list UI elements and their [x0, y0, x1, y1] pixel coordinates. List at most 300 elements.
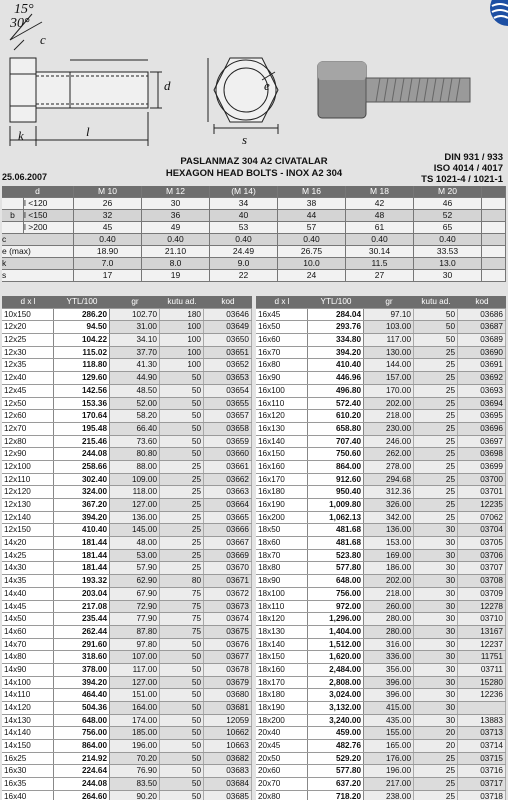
table-row	[2, 601, 252, 614]
box-qty-cell: 25	[160, 486, 204, 498]
box-qty-cell: 25	[414, 778, 458, 790]
table-row	[256, 778, 506, 791]
code-cell: 03659	[204, 436, 252, 448]
code-cell: 03700	[458, 474, 506, 486]
spec-row	[2, 246, 506, 258]
price-cell: 718.20	[308, 791, 364, 800]
code-cell: 03678	[204, 664, 252, 676]
price-cell: 244.08	[54, 448, 110, 460]
box-qty-cell: 75	[160, 588, 204, 600]
price-cell: 244.08	[54, 778, 110, 790]
spec-value: 52	[414, 210, 482, 222]
box-qty-cell: 50	[160, 727, 204, 739]
weight-cell: 127.00	[110, 499, 160, 511]
spec-b-row	[2, 198, 506, 210]
column-header: YTL/100	[320, 297, 352, 306]
code-cell: 03669	[204, 550, 252, 562]
box-qty-cell: 25	[160, 474, 204, 486]
code-cell: 12236	[458, 689, 506, 701]
weight-cell: 97.80	[110, 639, 160, 651]
spec-value: 36	[142, 210, 210, 222]
spec-head-row	[2, 186, 506, 198]
box-qty-cell: 25	[160, 524, 204, 536]
table-row	[2, 550, 252, 563]
spec-row-label: s	[2, 270, 74, 282]
weight-cell: 83.50	[110, 778, 160, 790]
spec-head-size: (M 14)	[210, 186, 278, 198]
price-cell: 610.20	[308, 410, 364, 422]
spec-blank	[482, 222, 506, 234]
price-cell: 950.40	[308, 486, 364, 498]
price-cell: 181.44	[54, 550, 110, 562]
size-cell: 14x25	[2, 550, 54, 562]
code-cell: 03662	[204, 474, 252, 486]
price-cell: 378.00	[54, 664, 110, 676]
price-cell: 94.50	[54, 321, 110, 333]
spec-value: 19	[142, 270, 210, 282]
price-cell: 215.46	[54, 436, 110, 448]
weight-cell: 280.00	[364, 626, 414, 638]
table-row	[256, 461, 506, 474]
box-qty-cell: 50	[160, 765, 204, 777]
weight-cell: 57.90	[110, 562, 160, 574]
weight-cell: 97.10	[364, 309, 414, 321]
size-cell: 14x140	[2, 727, 54, 739]
size-cell: 18x160	[256, 664, 308, 676]
table-row	[256, 486, 506, 499]
code-cell: 03691	[458, 359, 506, 371]
table-row	[2, 588, 252, 601]
spec-value: 30	[142, 198, 210, 210]
table-row	[256, 702, 506, 715]
price-cell: 1,296.00	[308, 613, 364, 625]
weight-cell: 218.00	[364, 588, 414, 600]
size-cell: 18x100	[256, 588, 308, 600]
spec-value: 22	[210, 270, 278, 282]
table-row	[2, 562, 252, 575]
code-cell: 03666	[204, 524, 252, 536]
weight-cell: 103.00	[364, 321, 414, 333]
spec-head-size: M 18	[346, 186, 414, 198]
table-row	[256, 398, 506, 411]
code-cell: 10662	[204, 727, 252, 739]
spec-value: 44	[278, 210, 346, 222]
weight-cell: 280.00	[364, 613, 414, 625]
box-qty-cell: 100	[160, 321, 204, 333]
size-cell: 18x170	[256, 677, 308, 689]
weight-cell: 165.00	[364, 740, 414, 752]
code-cell: 03670	[204, 562, 252, 574]
code-cell: 03698	[458, 448, 506, 460]
code-cell: 03674	[204, 613, 252, 625]
box-qty-cell: 75	[160, 601, 204, 613]
table-row	[2, 448, 252, 461]
box-qty-cell: 25	[414, 359, 458, 371]
size-cell: 20x50	[256, 753, 308, 765]
spec-value: 48	[346, 210, 414, 222]
box-qty-cell: 20	[414, 727, 458, 739]
price-cell: 1,062.13	[308, 512, 364, 524]
code-cell: 03708	[458, 575, 506, 587]
code-cell: 03672	[204, 588, 252, 600]
code-cell: 11751	[458, 651, 506, 663]
column-header: kutu ad.	[167, 297, 197, 306]
size-cell: 18x150	[256, 651, 308, 663]
weight-cell: 80.80	[110, 448, 160, 460]
table-row	[2, 575, 252, 588]
weight-cell: 107.00	[110, 651, 160, 663]
price-cell: 394.20	[308, 347, 364, 359]
table-row	[2, 372, 252, 385]
code-cell: 03667	[204, 537, 252, 549]
code-cell: 03697	[458, 436, 506, 448]
size-cell: 12x30	[2, 347, 54, 359]
size-cell: 16x45	[256, 309, 308, 321]
box-qty-cell: 25	[160, 550, 204, 562]
code-cell: 03686	[458, 309, 506, 321]
spec-value: 34	[210, 198, 278, 210]
price-cell: 170.64	[54, 410, 110, 422]
price-cell: 193.32	[54, 575, 110, 587]
box-qty-cell: 50	[160, 664, 204, 676]
size-cell: 20x60	[256, 765, 308, 777]
size-cell: 12x120	[2, 486, 54, 498]
code-cell: 03661	[204, 461, 252, 473]
weight-cell: 90.20	[110, 791, 160, 800]
price-cell: 756.00	[308, 588, 364, 600]
size-cell: 16x40	[2, 791, 54, 800]
box-qty-cell: 50	[160, 753, 204, 765]
weight-cell: 336.00	[364, 651, 414, 663]
weight-cell: 118.00	[110, 486, 160, 498]
code-cell: 03681	[204, 702, 252, 714]
spec-value: 30.14	[346, 246, 414, 258]
table-row	[2, 524, 252, 537]
price-cell: 334.80	[308, 334, 364, 346]
spec-value: 0.40	[210, 234, 278, 246]
table-row	[2, 474, 252, 487]
size-cell: 16x140	[256, 436, 308, 448]
spec-value: 13.0	[414, 258, 482, 270]
size-cell: 16x90	[256, 372, 308, 384]
size-cell: 12x50	[2, 398, 54, 410]
table-row	[256, 321, 506, 334]
table-row	[2, 537, 252, 550]
code-cell: 03692	[458, 372, 506, 384]
price-cell: 3,024.00	[308, 689, 364, 701]
dim-l-label: l	[86, 124, 90, 139]
price-cell: 577.80	[308, 765, 364, 777]
price-cell: 302.40	[54, 474, 110, 486]
code-cell: 03676	[204, 639, 252, 651]
price-cell: 496.80	[308, 385, 364, 397]
table-row	[2, 461, 252, 474]
spec-head-size: M 20	[414, 186, 482, 198]
price-cell: 394.20	[54, 512, 110, 524]
weight-cell: 202.00	[364, 575, 414, 587]
weight-cell: 294.68	[364, 474, 414, 486]
price-cell: 129.60	[54, 372, 110, 384]
table-row	[2, 778, 252, 791]
weight-cell: 117.00	[110, 664, 160, 676]
price-cell: 2,808.00	[308, 677, 364, 689]
price-cell: 394.20	[54, 677, 110, 689]
box-qty-cell: 80	[160, 575, 204, 587]
size-cell: 12x45	[2, 385, 54, 397]
table-row	[256, 689, 506, 702]
dim-k-label: k	[18, 128, 24, 143]
price-cell: 153.36	[54, 398, 110, 410]
weight-cell: 202.00	[364, 398, 414, 410]
weight-cell: 153.00	[364, 537, 414, 549]
weight-cell: 169.00	[364, 550, 414, 562]
spec-value: 24.49	[210, 246, 278, 258]
size-cell: 14x70	[2, 639, 54, 651]
price-cell: 637.20	[308, 778, 364, 790]
spec-value: 57	[278, 222, 346, 234]
spec-head-blank	[482, 186, 506, 198]
box-qty-cell: 25	[160, 461, 204, 473]
table-row	[2, 359, 252, 372]
size-cell: 18x140	[256, 639, 308, 651]
price-cell: 262.44	[54, 626, 110, 638]
size-cell: 12x80	[2, 436, 54, 448]
spec-value: 0.40	[278, 234, 346, 246]
spec-b-condition: l <120	[24, 198, 74, 210]
size-cell: 12x130	[2, 499, 54, 511]
bolt-drawing-svg	[0, 0, 508, 152]
price-cell: 446.96	[308, 372, 364, 384]
table-row	[256, 309, 506, 322]
table-row	[2, 499, 252, 512]
weight-cell: 117.00	[364, 334, 414, 346]
code-cell: 12278	[458, 601, 506, 613]
box-qty-cell: 50	[160, 677, 204, 689]
weight-cell: 186.00	[364, 562, 414, 574]
price-cell: 756.00	[54, 727, 110, 739]
spec-b-row	[2, 210, 506, 222]
price-cell: 217.08	[54, 601, 110, 613]
spec-value: 61	[346, 222, 414, 234]
spec-b-condition: l <150	[24, 210, 74, 222]
weight-cell: 58.20	[110, 410, 160, 422]
weight-cell: 185.00	[110, 727, 160, 739]
spec-head-size: M 16	[278, 186, 346, 198]
size-cell: 20x70	[256, 778, 308, 790]
table-row	[256, 791, 506, 800]
price-cell: 3,132.00	[308, 702, 364, 714]
spec-value: 8.0	[142, 258, 210, 270]
box-qty-cell: 25	[414, 398, 458, 410]
weight-cell: 66.40	[110, 423, 160, 435]
box-qty-cell: 30	[414, 562, 458, 574]
weight-cell: 41.30	[110, 359, 160, 371]
price-cell: 707.40	[308, 436, 364, 448]
spec-blank	[482, 258, 506, 270]
size-cell: 18x130	[256, 626, 308, 638]
table-row	[2, 791, 252, 800]
spec-b-label: b	[2, 210, 24, 222]
table-row	[256, 499, 506, 512]
price-cell: 224.64	[54, 765, 110, 777]
table-row	[2, 423, 252, 436]
table-row	[256, 410, 506, 423]
code-cell: 03651	[204, 347, 252, 359]
size-cell: 16x180	[256, 486, 308, 498]
price-cell: 523.80	[308, 550, 364, 562]
code-cell: 03649	[204, 321, 252, 333]
price-cell: 367.20	[54, 499, 110, 511]
price-cell: 1,620.00	[308, 651, 364, 663]
code-cell: 03689	[458, 334, 506, 346]
spec-row	[2, 258, 506, 270]
weight-cell: 62.90	[110, 575, 160, 587]
weight-cell: 278.00	[364, 461, 414, 473]
code-cell: 12059	[204, 715, 252, 727]
size-cell: 12x40	[2, 372, 54, 384]
size-cell: 14x150	[2, 740, 54, 752]
box-qty-cell: 25	[414, 372, 458, 384]
price-cell: 142.56	[54, 385, 110, 397]
code-cell: 03654	[204, 385, 252, 397]
code-cell: 03671	[204, 575, 252, 587]
spec-row-label: k	[2, 258, 74, 270]
weight-cell: 145.00	[110, 524, 160, 536]
code-cell: 03685	[204, 791, 252, 800]
box-qty-cell: 25	[160, 499, 204, 511]
dimension-spec-table	[2, 186, 506, 294]
table-row	[2, 702, 252, 715]
spec-value: 53	[210, 222, 278, 234]
code-cell: 03652	[204, 359, 252, 371]
box-qty-cell: 30	[414, 702, 458, 714]
code-cell: 03682	[204, 753, 252, 765]
weight-cell: 435.00	[364, 715, 414, 727]
price-cell: 115.02	[54, 347, 110, 359]
table-row	[256, 740, 506, 753]
weight-cell: 53.00	[110, 550, 160, 562]
spec-value: 26	[74, 198, 142, 210]
price-cell: 750.60	[308, 448, 364, 460]
weight-cell: 34.10	[110, 334, 160, 346]
box-qty-cell: 75	[160, 626, 204, 638]
size-cell: 14x60	[2, 626, 54, 638]
weight-cell: 262.00	[364, 448, 414, 460]
weight-cell: 70.20	[110, 753, 160, 765]
code-cell: 03664	[204, 499, 252, 511]
table-row	[256, 359, 506, 372]
weight-cell: 151.00	[110, 689, 160, 701]
title-turkish: PASLANMAZ 304 A2 CIVATALAR	[180, 156, 328, 167]
box-qty-cell: 50	[160, 778, 204, 790]
table-row	[256, 753, 506, 766]
table-row	[2, 309, 252, 322]
size-cell: 18x50	[256, 524, 308, 536]
table-row	[2, 689, 252, 702]
box-qty-cell: 25	[414, 486, 458, 498]
box-qty-cell: 25	[414, 436, 458, 448]
size-cell: 18x90	[256, 575, 308, 587]
code-cell: 03718	[458, 791, 506, 800]
spec-head-size: M 12	[142, 186, 210, 198]
price-cell: 1,009.80	[308, 499, 364, 511]
code-cell: 03673	[204, 601, 252, 613]
code-cell: 03687	[458, 321, 506, 333]
spec-head-d: d	[2, 186, 74, 198]
box-qty-cell: 30	[414, 588, 458, 600]
table-row	[256, 664, 506, 677]
price-cell: 181.44	[54, 562, 110, 574]
column-header: d x l	[274, 297, 290, 306]
size-cell: 16x70	[256, 347, 308, 359]
dim-d-label: d	[164, 78, 171, 93]
table-row	[256, 575, 506, 588]
box-qty-cell: 25	[414, 499, 458, 511]
size-cell: 14x45	[2, 601, 54, 613]
spec-value: 33.53	[414, 246, 482, 258]
standard-din: DIN 931 / 933	[444, 152, 503, 163]
box-qty-cell: 20	[414, 740, 458, 752]
weight-cell: 76.90	[110, 765, 160, 777]
code-cell: 03706	[458, 550, 506, 562]
table-row	[256, 474, 506, 487]
price-cell: 648.00	[54, 715, 110, 727]
box-qty-cell: 30	[414, 537, 458, 549]
box-qty-cell: 50	[160, 639, 204, 651]
code-cell: 03653	[204, 372, 252, 384]
code-cell: 03711	[458, 664, 506, 676]
size-cell: 10x150	[2, 309, 54, 321]
price-cell: 464.40	[54, 689, 110, 701]
weight-cell: 48.00	[110, 537, 160, 549]
table-row	[2, 486, 252, 499]
size-cell: 14x20	[2, 537, 54, 549]
table-row	[2, 727, 252, 740]
weight-cell: 176.00	[364, 753, 414, 765]
weight-cell: 157.00	[364, 372, 414, 384]
standard-iso: ISO 4014 / 4017	[433, 163, 503, 174]
weight-cell: 102.70	[110, 309, 160, 321]
weight-cell: 246.00	[364, 436, 414, 448]
code-cell: 03677	[204, 651, 252, 663]
spec-value: 45	[74, 222, 142, 234]
spec-blank	[482, 198, 506, 210]
spec-row-label: c	[2, 234, 74, 246]
table-header-row	[256, 296, 506, 309]
code-cell: 03684	[204, 778, 252, 790]
price-cell: 284.04	[308, 309, 364, 321]
column-header: YTL/100	[66, 297, 98, 306]
price-cell: 410.40	[308, 359, 364, 371]
code-cell: 03675	[204, 626, 252, 638]
table-row	[2, 512, 252, 525]
weight-cell: 218.00	[364, 410, 414, 422]
angle-15-label: 15°	[14, 2, 34, 17]
price-cell: 1,404.00	[308, 626, 364, 638]
table-row	[256, 677, 506, 690]
box-qty-cell: 180	[160, 309, 204, 321]
table-row	[256, 651, 506, 664]
column-header: gr	[131, 297, 139, 306]
code-cell: 12237	[458, 639, 506, 651]
box-qty-cell: 30	[414, 550, 458, 562]
size-cell: 20x80	[256, 791, 308, 800]
table-row	[256, 626, 506, 639]
code-cell: 15280	[458, 677, 506, 689]
table-row	[256, 436, 506, 449]
dim-c-label: c	[40, 32, 46, 47]
code-cell: 03716	[458, 765, 506, 777]
